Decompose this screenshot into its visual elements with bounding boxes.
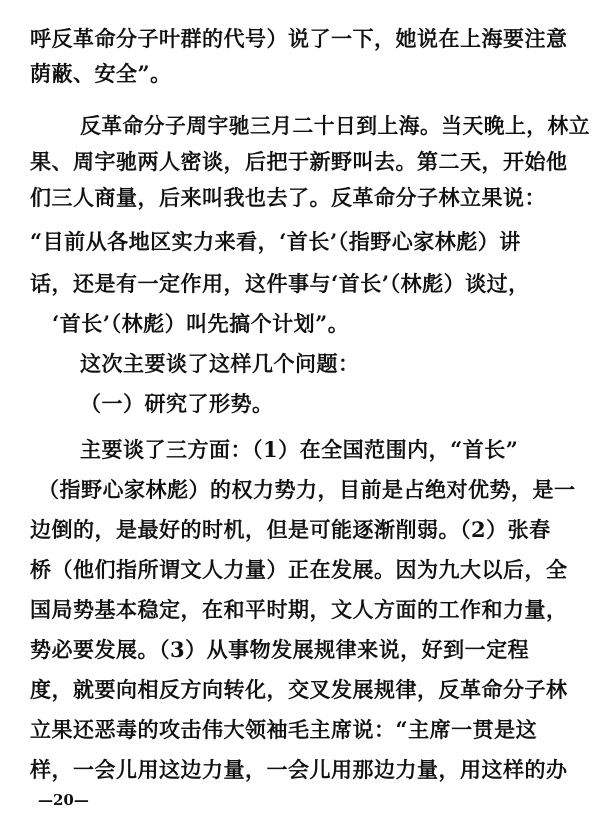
text-line-12: （指野心家林彪）的权力势力，目前是占绝对优势，是一 xyxy=(38,477,576,502)
text-line-16: 势必要发展。（3）从事物发展规律来说，好到一定程 xyxy=(30,637,530,662)
text-line-4: 果、周宇驰两人密谈，后把于新野叫去。第二天，开始他 xyxy=(30,149,568,174)
text-line-1: 呼反革命分子叶群的代号）说了一下，她说在上海要注意 xyxy=(30,26,568,51)
text-line-13: 边倒的，是最好的时机，但是可能逐渐削弱。（2）张春 xyxy=(30,517,551,542)
text-line-15: 国局势基本稳定，在和平时期，文人方面的工作和力量， xyxy=(30,597,568,622)
text-line-9: 这次主要谈了这样几个问题： xyxy=(80,351,360,376)
text-line-17: 度，就要向相反方向转化，交叉发展规律，反革命分子林 xyxy=(30,677,568,702)
text-line-6: “目前从各地区实力来看，‘首长’（指野心家林彪）讲 xyxy=(30,229,521,254)
text-line-14: 桥（他们指所谓文人力量）正在发展。因为九大以后，全 xyxy=(30,557,568,582)
text-line-11: 主要谈了三方面：（1）在全国范围内，“首长” xyxy=(80,437,519,462)
text-line-19: 样，一会儿用这边力量，一会儿用那边力量，用这样的办 xyxy=(30,757,568,782)
text-line-5: 们三人商量，后来叫我也去了。反革命分子林立果说： xyxy=(30,185,546,210)
text-line-10: （一）研究了形势。 xyxy=(80,391,274,416)
page-number: —20— xyxy=(38,791,89,809)
text-line-3: 反革命分子周宇驰三月二十日到上海。当天晚上，林立 xyxy=(80,113,591,138)
text-line-18: 立果还恶毒的攻击伟大领袖毛主席说：“主席一贯是这 xyxy=(30,717,538,742)
text-line-7: 话，还是有一定作用，这件事与‘首长’（林彪）谈过， xyxy=(30,271,530,296)
text-line-2: 荫蔽、安全”。 xyxy=(30,61,172,86)
text-line-8: ‘首长’（林彪）叫先搞个计划”。 xyxy=(52,311,350,336)
